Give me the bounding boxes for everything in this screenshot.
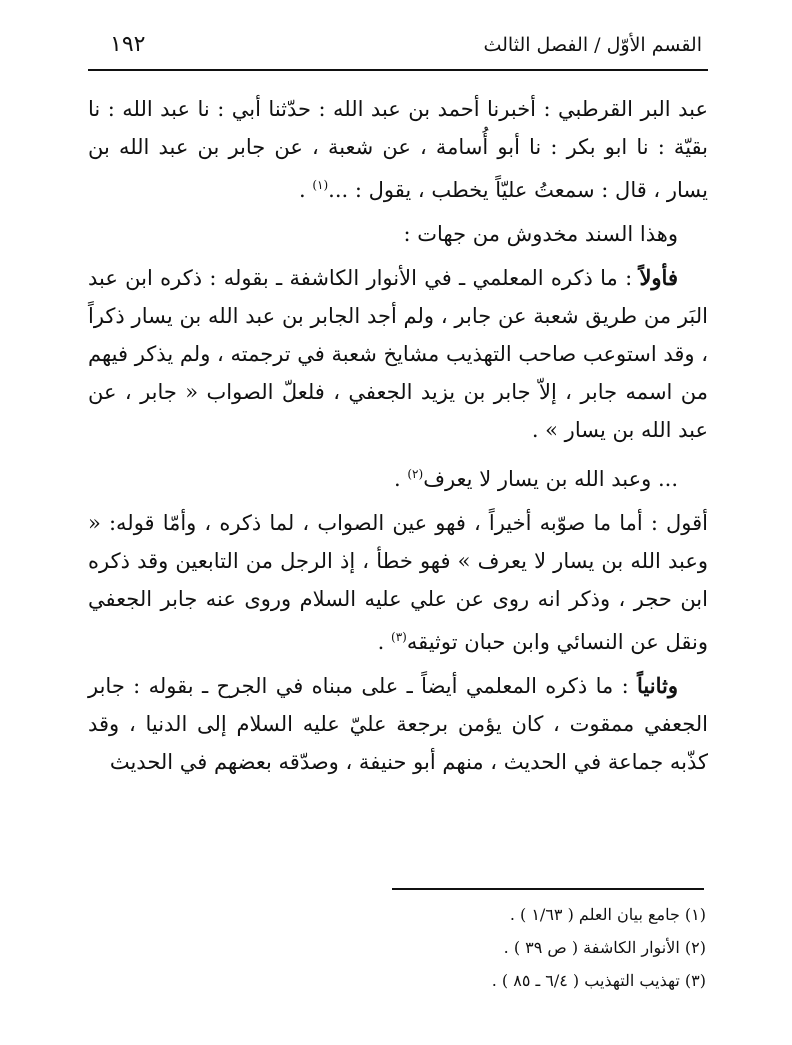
paragraph-end: .	[298, 178, 313, 202]
paragraph-end: .	[394, 467, 408, 491]
footnote-ref: (١)	[312, 178, 329, 192]
point-heading: وثانياً	[637, 673, 678, 698]
paragraph-isnad	[88, 90, 708, 209]
footnote-2: (٢) الأنوار الكاشفة ( ص ٣٩ ) .	[503, 938, 706, 957]
paragraph-text: : ما ذكره المعلمي ـ في الأنوار الكاشفة ـ بقوله : ذكره ابن عبد البَر من طريق شعبة عن جابر ، ولم أجد الجابر بن عبد الله بن يسار ذكراً ، وقد استوعب صاحب التهذيب مشايخ شعبة في ترجمته ، ولم يذكر فيهم من اسمه جابر ، إلاّ جابر بن يزيد الجعفي ، فلعلّ الصواب « جابر ، عن عبد الله بن يسار » .	[88, 266, 709, 442]
page-header	[88, 30, 708, 68]
footnotes	[88, 898, 706, 997]
paragraph-text: : ما ذكره المعلمي أيضاً ـ على مبناه في الجرح ـ بقوله : جابر الجعفي ممقوت ، كان يؤمن برجعة عليّ عليه السلام إلى الدنيا ، وقد كذّبه جماعة في الحديث ، منهم أبو حنيفة ، وصدّقه بعضهم في الحديث	[88, 674, 708, 774]
paragraph-text: ... وعبد الله بن يسار لا يعرف	[423, 467, 678, 491]
footnote-divider	[392, 888, 704, 890]
running-head: القسم الأوّل / الفصل الثالث	[483, 34, 702, 56]
footnote-1: (١) جامع بيان العلم ( ١/٦٣ ) .	[509, 905, 706, 924]
page-number: ١٩٢	[110, 32, 146, 57]
point-heading: فأولاً	[639, 265, 678, 290]
paragraph-text: وهذا السند مخدوش من جهات :	[403, 222, 678, 246]
paragraph-quote-end	[88, 455, 708, 498]
footnote-ref: (٣)	[391, 630, 407, 644]
paragraph-response	[88, 504, 708, 661]
paragraph-text: عبد البر القرطبي : أخبرنا أحمد بن عبد الله : حدّثنا أبي : نا عبد الله : نا بقيّة : نا ابو بكر : نا أبو أُسامة ، عن شعبة ، عن جابر بن عبد الله بن يسار ، قال : سمعتُ عليّاً يخطب ، يقول : ...	[88, 97, 708, 202]
header-divider	[88, 69, 708, 71]
paragraph-end: .	[377, 630, 391, 654]
paragraph-second-point	[88, 667, 708, 781]
paragraph-first-point	[88, 259, 708, 449]
paragraph-text: أقول : أما ما صوّبه أخيراً ، فهو عين الصواب ، لما ذكره ، وأمّا قوله: « وعبد الله بن يسار لا يعرف » فهو خطأ ، إذ الرجل من التابعين وقد ذكره ابن حجر ، وذكر انه روى عن علي عليه السلام وروى عنه جابر الجعفي ونقل عن النسائي وابن حبان توثيقه	[88, 511, 708, 654]
main-text	[88, 90, 708, 787]
paragraph-intro	[88, 215, 708, 253]
footnote-ref: (٢)	[407, 467, 424, 481]
footnote-3: (٣) تهذيب التهذيب ( ٦/٤ ـ ٨٥ ) .	[491, 971, 706, 990]
